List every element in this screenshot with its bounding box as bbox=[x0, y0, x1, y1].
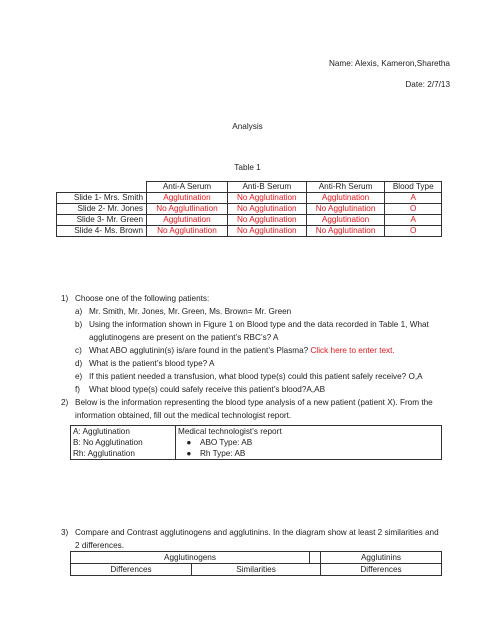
q1f-text: What blood type(s) could safely receive this patient’s blood?A,AB bbox=[89, 385, 326, 394]
enter-text-field[interactable]: Click here to enter text. bbox=[310, 346, 395, 355]
table-cell: No Agglutination bbox=[147, 226, 228, 237]
q1d-label: d) bbox=[75, 359, 83, 368]
date-line: Date: 2/7/13 bbox=[405, 80, 450, 89]
row-label: Slide 3- Mr. Green bbox=[57, 215, 147, 226]
table-caption: Table 1 bbox=[234, 163, 261, 172]
bullet-icon: ● bbox=[186, 438, 192, 447]
table-cell: Agglutination bbox=[147, 215, 228, 226]
table-cell: A bbox=[385, 215, 442, 226]
report-title: Medical technologist’s report bbox=[178, 427, 282, 436]
result-line: A: Agglutination bbox=[73, 427, 130, 436]
table-cell: No Agglutination bbox=[227, 193, 306, 204]
report-item-text: Rh Type: AB bbox=[200, 449, 246, 458]
q1b-text-cont: agglutinogens are present on the patient’s RBC’s? A bbox=[89, 333, 279, 342]
q1a-label: a) bbox=[75, 307, 83, 316]
table-cell: No Agglutination bbox=[306, 226, 385, 237]
section-title: Analysis bbox=[232, 122, 263, 131]
q2-text: Below is the information representing the blood type analysis of a new patient (patient X). From the bbox=[75, 398, 433, 407]
row-label: Slide 2- Mr. Jones bbox=[57, 204, 147, 215]
table-cell: No Agglutination bbox=[227, 204, 306, 215]
differences-header: Differences bbox=[71, 564, 192, 576]
q1-text: Choose one of the following patients: bbox=[75, 294, 210, 303]
table-cell: A bbox=[385, 193, 442, 204]
column-header: Anti-Rh Serum bbox=[306, 182, 385, 193]
row-label: Slide 4- Ms. Brown bbox=[57, 226, 147, 237]
table-cell: Agglutination bbox=[147, 193, 228, 204]
table-cell: Agglutination bbox=[306, 193, 385, 204]
table-header-row bbox=[57, 182, 442, 193]
table-row bbox=[57, 215, 442, 226]
q1-number: 1) bbox=[61, 294, 69, 303]
differences-header: Differences bbox=[321, 564, 442, 576]
table-cell: No Agglutlination bbox=[147, 204, 228, 215]
result-line: B: No Agglutination bbox=[73, 438, 143, 447]
q1e-label: e) bbox=[75, 372, 83, 381]
technologist-report-table bbox=[70, 425, 442, 460]
report-item-text: ABO Type: AB bbox=[200, 438, 253, 447]
q1d-text: What is the patient’s blood type? A bbox=[89, 359, 215, 368]
compare-contrast-table bbox=[70, 551, 442, 576]
column-header: Anti-A Serum bbox=[147, 182, 228, 193]
q1b-label: b) bbox=[75, 320, 83, 329]
q3-number: 3) bbox=[61, 528, 69, 537]
q1c-label: c) bbox=[75, 346, 82, 355]
table-corner-cell bbox=[57, 182, 147, 193]
similarities-header: Similarities bbox=[192, 564, 321, 576]
patient-results-cell bbox=[71, 426, 176, 460]
row-label: Slide 1- Mrs. Smith bbox=[57, 193, 147, 204]
column-header: Blood Type bbox=[385, 182, 442, 193]
q1e-text: If this patient needed a transfusion, what blood type(s) could this patient safely receive? O,A bbox=[89, 372, 423, 381]
q1b-text: Using the information shown in Figure 1 on Blood type and the data recorded in Table 1, What bbox=[89, 320, 429, 329]
q1f-label: f) bbox=[75, 385, 81, 394]
agglutinins-header: Agglutinins bbox=[321, 552, 442, 564]
table-cell: Agglutination bbox=[306, 215, 385, 226]
blood-type-table bbox=[56, 181, 442, 237]
name-line: Name: Alexis, Kameron,Sharetha bbox=[328, 59, 450, 68]
q3-text: Compare and Contrast agglutinogens and agglutinins. In the diagram show at least 2 similarities and bbox=[75, 528, 439, 537]
q3-text-cont: 2 differences. bbox=[75, 541, 125, 550]
report-item bbox=[178, 437, 439, 448]
result-line: Rh: Agglutination bbox=[73, 449, 135, 458]
table-row bbox=[57, 204, 442, 215]
table-row bbox=[57, 226, 442, 237]
agglutinogens-header: Agglutinogens bbox=[71, 552, 310, 564]
table-cell: O bbox=[385, 226, 442, 237]
table-row bbox=[57, 193, 442, 204]
q1c-line bbox=[89, 346, 395, 355]
table-cell: O bbox=[385, 204, 442, 215]
q1c-text: What ABO agglutinin(s) is/are found in the patient’s Plasma? bbox=[89, 346, 311, 355]
table-cell: No Agglutination bbox=[227, 215, 306, 226]
q2-number: 2) bbox=[61, 398, 69, 407]
spacer-cell bbox=[310, 552, 321, 564]
q1a-text: Mr. Smith, Mr. Jones, Mr. Green, Ms. Brown= Mr. Green bbox=[89, 307, 292, 316]
column-header: Anti-B Serum bbox=[227, 182, 306, 193]
report-cell bbox=[176, 426, 442, 460]
q2-text-cont: information obtained, fill out the medical technologist report. bbox=[75, 411, 292, 420]
table-cell: No Agglutination bbox=[306, 204, 385, 215]
table-cell: No Agglutination bbox=[227, 226, 306, 237]
bullet-icon: ● bbox=[186, 449, 192, 458]
report-item bbox=[178, 448, 439, 459]
